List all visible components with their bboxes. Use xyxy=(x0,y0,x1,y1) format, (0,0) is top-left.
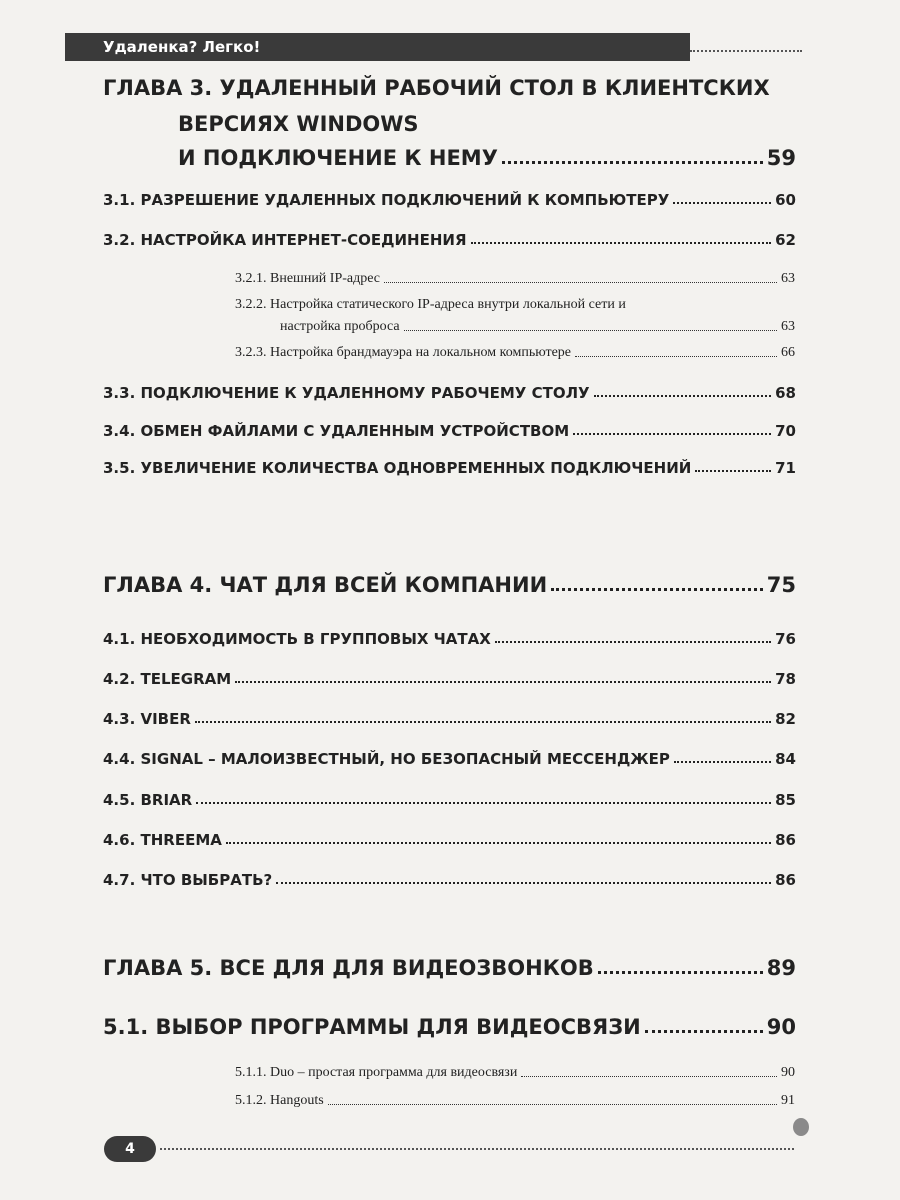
dot-leader xyxy=(674,761,771,763)
chapter-3-title-line2: ВЕРСИЯХ WINDOWS xyxy=(178,112,419,136)
dot-leader xyxy=(521,1076,777,1077)
running-title: Удаленка? Легко! xyxy=(103,38,261,56)
dot-leader xyxy=(594,395,772,397)
toc-page-number: 59 xyxy=(766,146,796,170)
toc-page-number: 75 xyxy=(766,573,796,597)
toc-entry-4-3[interactable] xyxy=(103,710,796,728)
toc-entry-4-1[interactable] xyxy=(103,630,796,648)
page-number-badge xyxy=(104,1136,156,1162)
toc-entry-3-2-2-line1: 3.2.2. Настройка статического IP-адреса внутри локальной сети и xyxy=(235,297,626,312)
toc-entry-4-7[interactable] xyxy=(103,871,796,889)
dot-leader xyxy=(328,1104,777,1105)
toc-page-number: 63 xyxy=(781,271,795,286)
toc-label: ГЛАВА 5. ВСЕ ДЛЯ ДЛЯ ВИДЕОЗВОНКОВ xyxy=(103,956,594,980)
toc-page-number: 89 xyxy=(766,956,796,980)
toc-page-number: 60 xyxy=(775,191,796,209)
toc-page-number: 68 xyxy=(775,384,796,402)
dot-leader xyxy=(645,1030,763,1033)
header-dotted-rule xyxy=(690,50,802,52)
toc-page-number: 86 xyxy=(775,871,796,889)
running-header xyxy=(65,33,690,61)
dot-leader xyxy=(404,330,777,331)
toc-page-number: 85 xyxy=(775,791,796,809)
dot-leader xyxy=(673,202,771,204)
dot-leader xyxy=(551,588,763,591)
toc-page-number: 70 xyxy=(775,422,796,440)
dot-leader xyxy=(195,721,771,723)
toc-label: 3.2.1. Внешний IP-адрес xyxy=(235,271,381,286)
toc-entry-3-1[interactable] xyxy=(103,191,796,209)
toc-page-number: 86 xyxy=(775,831,796,849)
toc-label: 4.6. THREEMA xyxy=(103,831,222,849)
dot-leader xyxy=(575,356,777,357)
toc-label: 5.1.1. Duo – простая программа для видеосвязи xyxy=(235,1065,518,1080)
toc-page-number: 84 xyxy=(775,750,796,768)
toc-entry-4-2[interactable] xyxy=(103,670,796,688)
toc-entry-5-1-1[interactable] xyxy=(235,1065,795,1081)
toc-entry-4-6[interactable] xyxy=(103,831,796,849)
toc-page-number: 82 xyxy=(775,710,796,728)
toc-label: 3.2.3. Настройка брандмауэра на локальном компьютере xyxy=(235,345,572,360)
dot-leader xyxy=(471,242,772,244)
toc-entry-3-5[interactable] xyxy=(103,459,796,477)
toc-label: настройка проброса xyxy=(280,319,400,334)
toc-entry-4-4[interactable] xyxy=(103,750,796,768)
dot-leader xyxy=(502,161,763,164)
toc-page-number: 66 xyxy=(781,345,795,360)
toc-label: 3.5. УВЕЛИЧЕНИЕ КОЛИЧЕСТВА ОДНОВРЕМЕННЫХ ПОДКЛЮЧЕНИЙ xyxy=(103,459,692,477)
toc-label: 4.3. VIBER xyxy=(103,710,191,728)
footer-dotted-rule xyxy=(160,1148,794,1150)
toc-label: 4.1. НЕОБХОДИМОСТЬ В ГРУППОВЫХ ЧАТАХ xyxy=(103,630,491,648)
toc-page-number: 78 xyxy=(775,670,796,688)
toc-entry-4-5[interactable] xyxy=(103,791,796,809)
toc-page-number: 71 xyxy=(775,459,796,477)
toc-label: ГЛАВА 4. ЧАТ ДЛЯ ВСЕЙ КОМПАНИИ xyxy=(103,573,548,597)
toc-entry-3-2-3[interactable] xyxy=(235,345,795,361)
footer-ornament-dot xyxy=(793,1118,809,1136)
dot-leader xyxy=(235,681,771,683)
dot-leader xyxy=(226,842,771,844)
toc-page-number: 76 xyxy=(775,630,796,648)
dot-leader xyxy=(276,882,771,884)
toc-label: 3.2. НАСТРОЙКА ИНТЕРНЕТ-СОЕДИНЕНИЯ xyxy=(103,231,467,249)
toc-page-number: 62 xyxy=(775,231,796,249)
dot-leader xyxy=(384,282,777,283)
toc-label: 4.7. ЧТО ВЫБРАТЬ? xyxy=(103,871,273,889)
dot-leader xyxy=(598,971,763,974)
toc-label: 3.3. ПОДКЛЮЧЕНИЕ К УДАЛЕННОМУ РАБОЧЕМУ СТОЛУ xyxy=(103,384,590,402)
toc-label: 5.1.2. Hangouts xyxy=(235,1093,324,1108)
page-number: 4 xyxy=(125,1141,135,1157)
toc-label: 4.5. BRIAR xyxy=(103,791,193,809)
toc-entry-3-2[interactable] xyxy=(103,231,796,249)
toc-entry-3-2-1[interactable] xyxy=(235,271,795,287)
toc-entry-chapter-4[interactable] xyxy=(103,573,796,597)
toc-entry-chapter-3[interactable] xyxy=(178,146,796,170)
chapter-3-title-line1: ГЛАВА 3. УДАЛЕННЫЙ РАБОЧИЙ СТОЛ В КЛИЕНТСКИХ xyxy=(103,76,770,100)
toc-label: 3.4. ОБМЕН ФАЙЛАМИ С УДАЛЕННЫМ УСТРОЙСТВОМ xyxy=(103,422,570,440)
toc-entry-5-1[interactable] xyxy=(103,1015,796,1039)
toc-label: 4.2. TELEGRAM xyxy=(103,670,232,688)
toc-label: И ПОДКЛЮЧЕНИЕ К НЕМУ xyxy=(178,146,498,170)
dot-leader xyxy=(495,641,771,643)
toc-page-number: 90 xyxy=(781,1065,795,1080)
toc-label: 3.1. РАЗРЕШЕНИЕ УДАЛЕННЫХ ПОДКЛЮЧЕНИЙ К КОМПЬЮТЕРУ xyxy=(103,191,670,209)
toc-label: 4.4. SIGNAL – МАЛОИЗВЕСТНЫЙ, НО БЕЗОПАСНЫЙ МЕССЕНДЖЕР xyxy=(103,750,670,768)
toc-entry-3-4[interactable] xyxy=(103,422,796,440)
toc-page-number: 63 xyxy=(781,319,795,334)
toc-entry-5-1-2[interactable] xyxy=(235,1093,795,1109)
toc-entry-3-3[interactable] xyxy=(103,384,796,402)
toc-page-number: 91 xyxy=(781,1093,795,1108)
toc-label: 5.1. ВЫБОР ПРОГРАММЫ ДЛЯ ВИДЕОСВЯЗИ xyxy=(103,1015,641,1039)
toc-page-number: 90 xyxy=(766,1015,796,1039)
dot-leader xyxy=(695,470,771,472)
toc-entry-chapter-5[interactable] xyxy=(103,956,796,980)
dot-leader xyxy=(196,802,771,804)
toc-entry-3-2-2[interactable] xyxy=(280,319,795,335)
dot-leader xyxy=(573,433,771,435)
